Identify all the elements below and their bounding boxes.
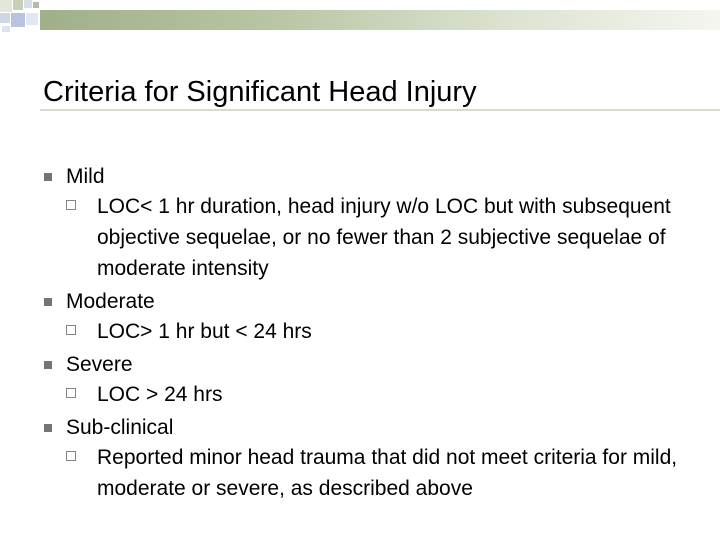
sub-item-text: LOC> 1 hr but < 24 hrs (97, 320, 312, 343)
decor-square (0, 0, 12, 12)
square-bullet-icon (44, 173, 52, 181)
sub-list-item (66, 442, 702, 504)
item-label: Mild (66, 165, 105, 188)
bullet-list (42, 161, 702, 506)
item-label: Severe (66, 353, 133, 376)
slide-title: Criteria for Significant Head Injury (43, 76, 477, 108)
decor-square (2, 26, 10, 32)
list-item (42, 161, 702, 284)
decor-square (24, 0, 32, 8)
hollow-square-bullet-icon (66, 451, 76, 461)
hollow-square-bullet-icon (66, 325, 76, 335)
sub-item-text: Reported minor head trauma that did not meet criteria for mild, moderate or severe, as described above (97, 446, 678, 500)
sub-item-text: LOC< 1 hr duration, head injury w/o LOC but with subsequent objective sequelae, or no fewer than 2 subjective sequelae of moderate intensity (97, 195, 671, 280)
decor-square (11, 13, 25, 27)
list-item (42, 286, 702, 347)
item-label: Sub-clinical (66, 416, 174, 439)
sub-item-text: LOC > 24 hrs (97, 383, 223, 406)
list-item (42, 412, 702, 504)
square-bullet-icon (44, 298, 52, 306)
square-bullet-icon (44, 361, 52, 369)
square-bullet-icon (44, 424, 52, 432)
decor-square (33, 2, 39, 8)
list-item (42, 349, 702, 410)
title-divider (40, 109, 720, 111)
decor-square (0, 13, 10, 23)
slide-header-decoration (0, 0, 720, 32)
hollow-square-bullet-icon (66, 200, 76, 210)
sub-list-item (66, 191, 702, 284)
decor-square (13, 0, 23, 10)
item-label: Moderate (66, 290, 155, 313)
decor-square (26, 13, 38, 25)
sub-list-item (66, 316, 702, 347)
sub-list-item (66, 379, 702, 410)
header-band (40, 10, 720, 30)
hollow-square-bullet-icon (66, 388, 76, 398)
